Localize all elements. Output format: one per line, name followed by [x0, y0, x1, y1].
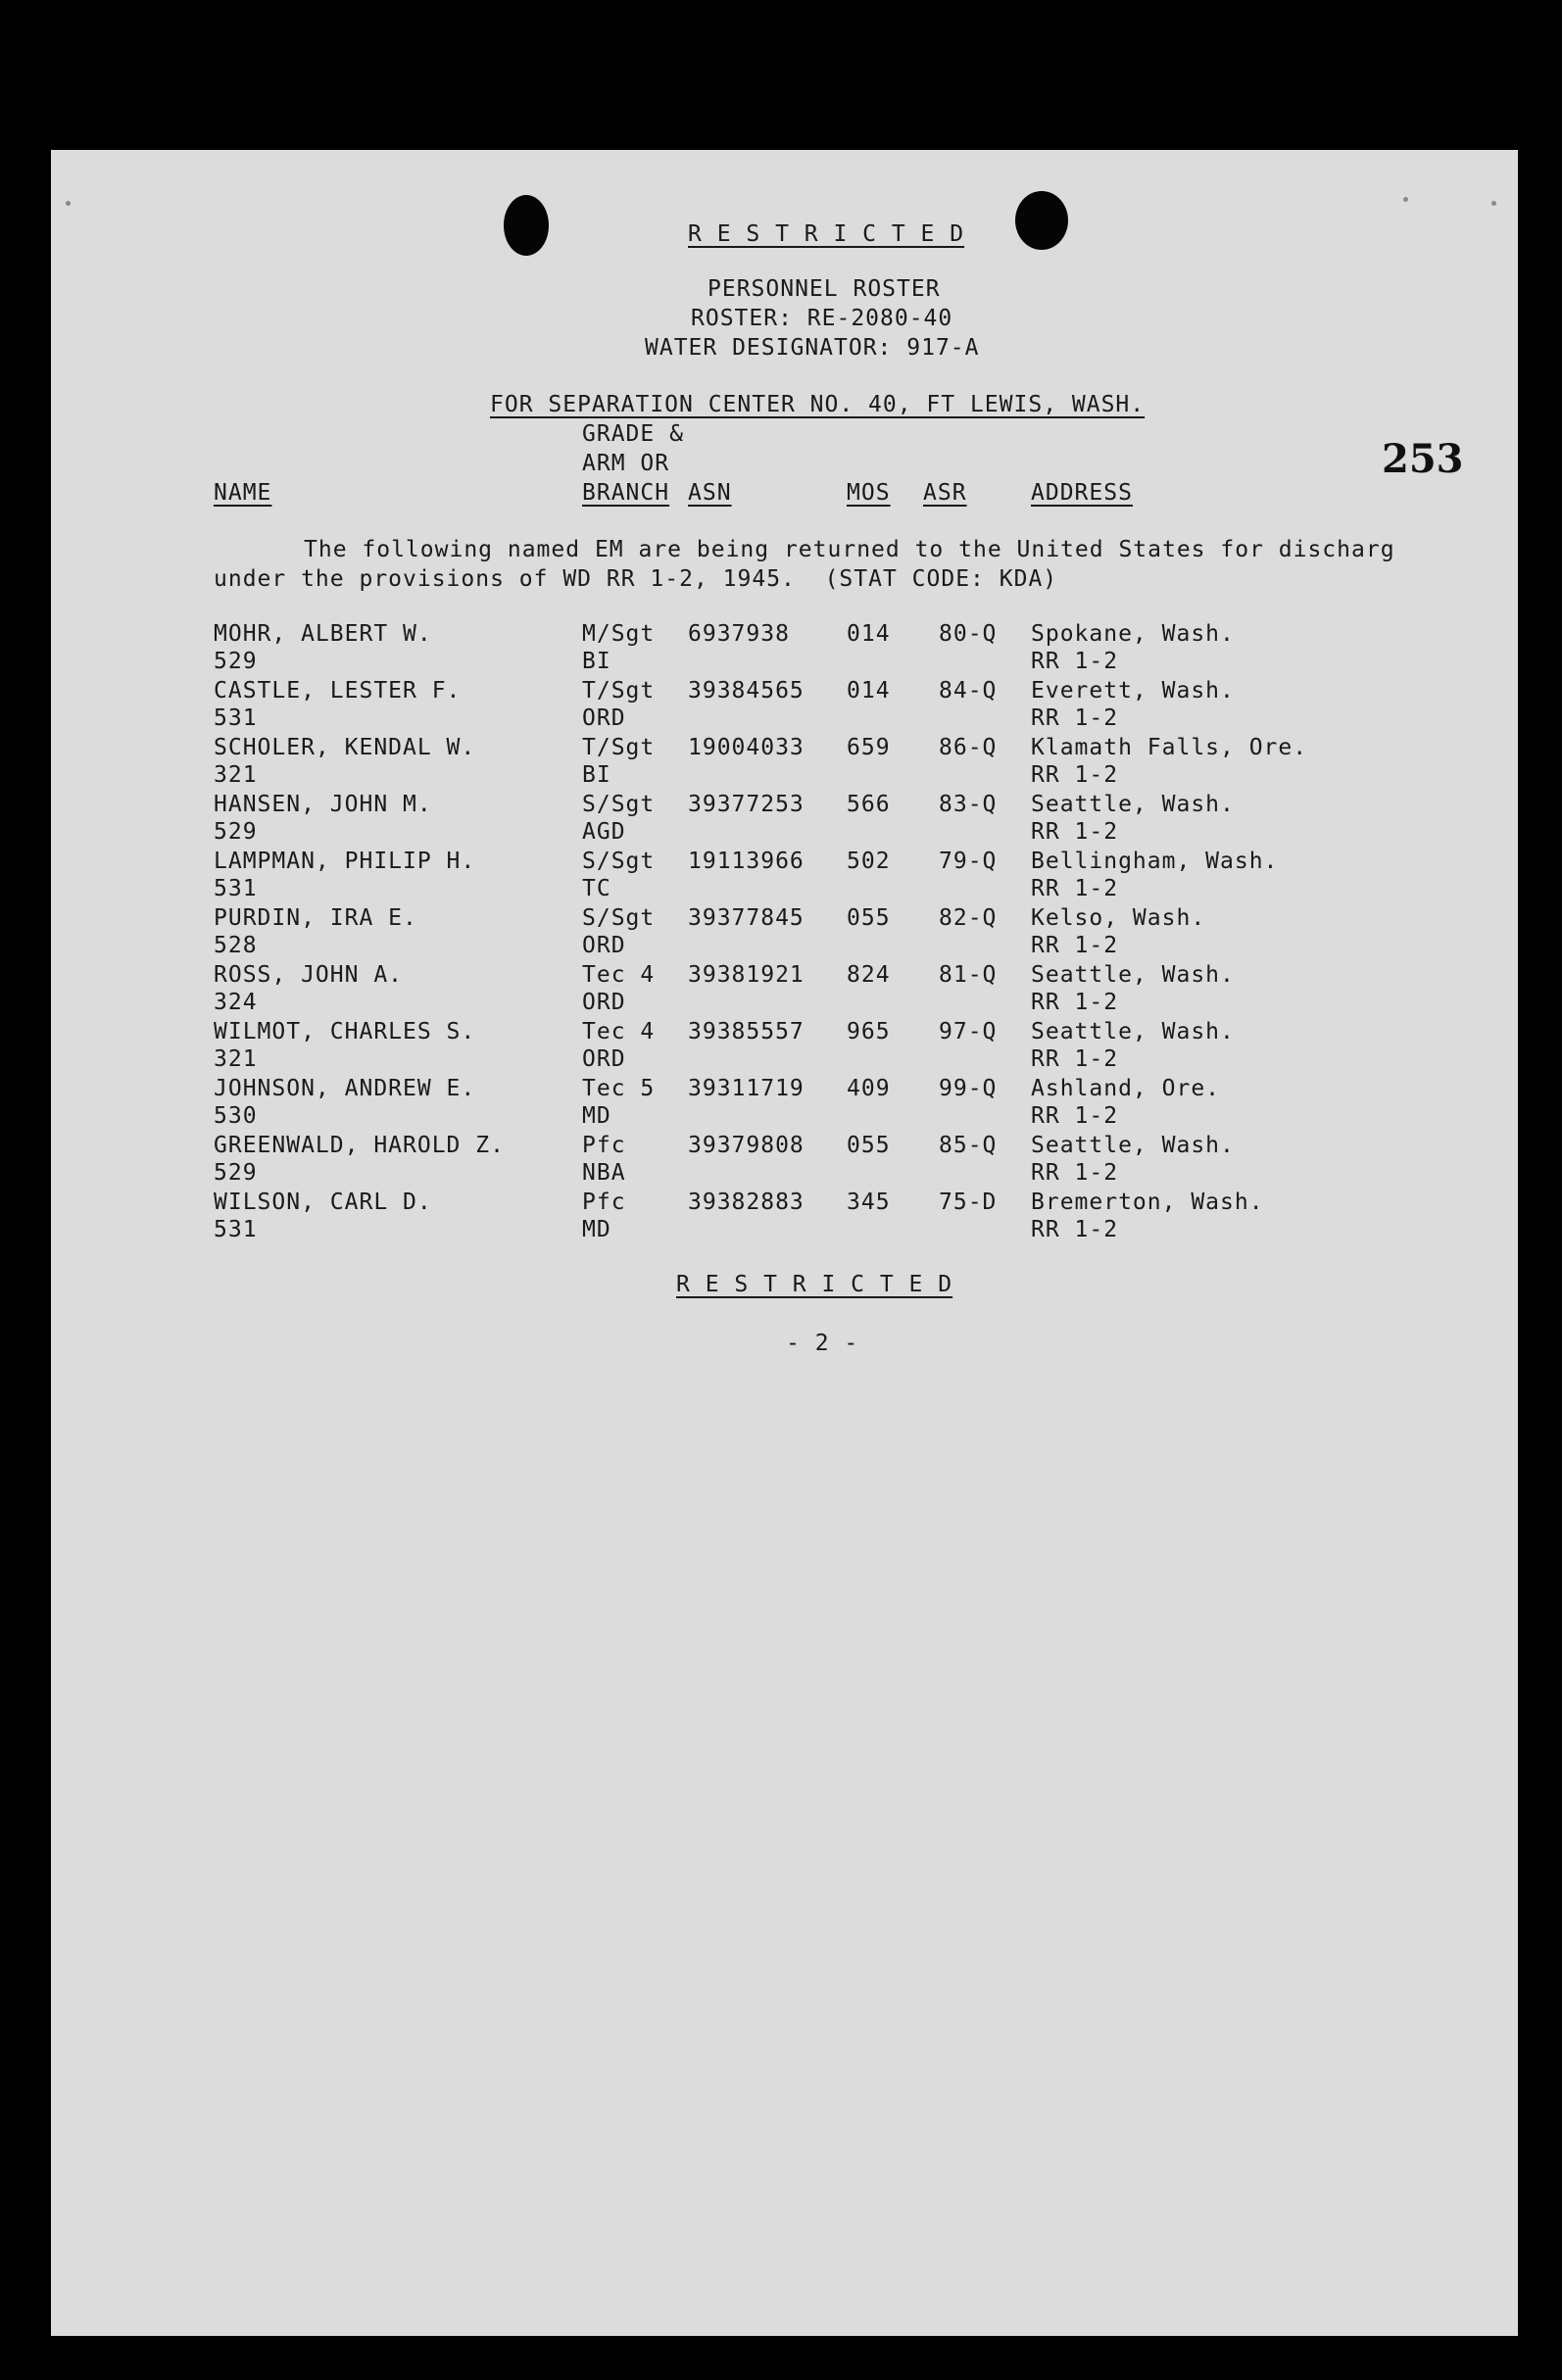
row-grade: M/Sgt [582, 621, 656, 647]
row-branch: TC [582, 876, 611, 901]
row-branch: NBA [582, 1160, 626, 1186]
row-mos: 659 [847, 735, 891, 760]
separation-center: FOR SEPARATION CENTER NO. 40, FT LEWIS, WASH. [490, 392, 1146, 417]
row-rr: RR 1-2 [1031, 1046, 1119, 1072]
page-stamp: 253 [1382, 436, 1464, 482]
row-rr: RR 1-2 [1031, 933, 1119, 958]
row-mos: 824 [847, 962, 891, 988]
col-asr: ASR [923, 480, 967, 506]
col-address: ADDRESS [1031, 480, 1133, 506]
row-grade: Tec 4 [582, 962, 656, 988]
row-name: CASTLE, LESTER F. [214, 678, 462, 704]
row-name: JOHNSON, ANDREW E. [214, 1076, 476, 1101]
row-branch: ORD [582, 933, 626, 958]
row-branch: MD [582, 1103, 611, 1129]
row-address: Seattle, Wash. [1031, 792, 1235, 817]
classification-bottom: R E S T R I C T E D [676, 1272, 953, 1297]
row-asn: 39377253 [688, 792, 805, 817]
row-code: 529 [214, 819, 258, 845]
row-rr: RR 1-2 [1031, 762, 1119, 788]
page-number: - 2 - [786, 1331, 859, 1356]
row-rr: RR 1-2 [1031, 1103, 1119, 1129]
row-grade: Pfc [582, 1133, 626, 1158]
specks [66, 201, 71, 206]
row-asr: 75-D [939, 1190, 998, 1215]
row-rr: RR 1-2 [1031, 649, 1119, 674]
row-name: WILSON, CARL D. [214, 1190, 432, 1215]
roster-number: ROSTER: RE-2080-40 [691, 306, 953, 331]
row-mos: 014 [847, 678, 891, 704]
row-asr: 85-Q [939, 1133, 998, 1158]
row-rr: RR 1-2 [1031, 990, 1119, 1015]
row-name: ROSS, JOHN A. [214, 962, 404, 988]
row-asr: 97-Q [939, 1019, 998, 1044]
row-grade: Pfc [582, 1190, 626, 1215]
row-branch: BI [582, 762, 611, 788]
row-mos: 055 [847, 905, 891, 931]
row-asn: 19113966 [688, 849, 805, 874]
row-asr: 84-Q [939, 678, 998, 704]
row-grade: T/Sgt [582, 735, 656, 760]
row-code: 529 [214, 649, 258, 674]
row-code: 529 [214, 1160, 258, 1186]
row-code: 531 [214, 876, 258, 901]
specks [1403, 197, 1408, 202]
row-address: Ashland, Ore. [1031, 1076, 1221, 1101]
row-name: HANSEN, JOHN M. [214, 792, 432, 817]
row-asn: 6937938 [688, 621, 790, 647]
row-mos: 409 [847, 1076, 891, 1101]
row-grade: T/Sgt [582, 678, 656, 704]
intro-line-1: The following named EM are being returned to the United States for discharg [304, 537, 1395, 562]
row-rr: RR 1-2 [1031, 1217, 1119, 1242]
row-branch: ORD [582, 1046, 626, 1072]
row-mos: 014 [847, 621, 891, 647]
col-grade-line2: ARM OR [582, 451, 670, 476]
row-address: Klamath Falls, Ore. [1031, 735, 1308, 760]
row-asn: 39382883 [688, 1190, 805, 1215]
row-address: Seattle, Wash. [1031, 962, 1235, 988]
punch-hole-left [504, 195, 549, 256]
row-name: GREENWALD, HAROLD Z. [214, 1133, 505, 1158]
row-grade: S/Sgt [582, 849, 656, 874]
title-personnel-roster: PERSONNEL ROSTER [708, 276, 941, 302]
punch-hole-right [1015, 191, 1068, 250]
row-code: 321 [214, 1046, 258, 1072]
row-code: 321 [214, 762, 258, 788]
row-address: Seattle, Wash. [1031, 1133, 1235, 1158]
row-asr: 83-Q [939, 792, 998, 817]
col-asn: ASN [688, 480, 732, 506]
col-grade-line1: GRADE & [582, 421, 684, 447]
row-asr: 81-Q [939, 962, 998, 988]
row-branch: AGD [582, 819, 626, 845]
row-address: Spokane, Wash. [1031, 621, 1235, 647]
col-branch: BRANCH [582, 480, 670, 506]
row-code: 531 [214, 705, 258, 731]
row-asn: 19004033 [688, 735, 805, 760]
row-mos: 345 [847, 1190, 891, 1215]
classification-top: R E S T R I C T E D [688, 221, 965, 247]
row-branch: ORD [582, 990, 626, 1015]
row-grade: Tec 5 [582, 1076, 656, 1101]
row-branch: ORD [582, 705, 626, 731]
row-asr: 82-Q [939, 905, 998, 931]
row-mos: 965 [847, 1019, 891, 1044]
row-name: LAMPMAN, PHILIP H. [214, 849, 476, 874]
row-grade: S/Sgt [582, 905, 656, 931]
row-code: 531 [214, 1217, 258, 1242]
water-designator: WATER DESIGNATOR: 917-A [645, 335, 980, 361]
row-grade: S/Sgt [582, 792, 656, 817]
row-name: SCHOLER, KENDAL W. [214, 735, 476, 760]
row-asn: 39385557 [688, 1019, 805, 1044]
row-branch: MD [582, 1217, 611, 1242]
row-code: 528 [214, 933, 258, 958]
row-address: Everett, Wash. [1031, 678, 1235, 704]
col-mos: MOS [847, 480, 891, 506]
row-code: 324 [214, 990, 258, 1015]
row-asr: 79-Q [939, 849, 998, 874]
row-rr: RR 1-2 [1031, 705, 1119, 731]
row-name: MOHR, ALBERT W. [214, 621, 432, 647]
intro-line-2: under the provisions of WD RR 1-2, 1945. (STAT CODE: KDA) [214, 566, 1058, 592]
row-mos: 502 [847, 849, 891, 874]
row-address: Seattle, Wash. [1031, 1019, 1235, 1044]
document-page [51, 150, 1518, 2336]
row-code: 530 [214, 1103, 258, 1129]
row-asn: 39311719 [688, 1076, 805, 1101]
col-name: NAME [214, 480, 272, 506]
row-mos: 566 [847, 792, 891, 817]
row-asr: 80-Q [939, 621, 998, 647]
row-asr: 86-Q [939, 735, 998, 760]
row-asr: 99-Q [939, 1076, 998, 1101]
row-branch: BI [582, 649, 611, 674]
row-mos: 055 [847, 1133, 891, 1158]
row-asn: 39384565 [688, 678, 805, 704]
row-asn: 39379808 [688, 1133, 805, 1158]
row-name: WILMOT, CHARLES S. [214, 1019, 476, 1044]
row-asn: 39381921 [688, 962, 805, 988]
specks [1491, 201, 1496, 206]
row-address: Bellingham, Wash. [1031, 849, 1279, 874]
row-name: PURDIN, IRA E. [214, 905, 417, 931]
row-asn: 39377845 [688, 905, 805, 931]
row-rr: RR 1-2 [1031, 876, 1119, 901]
row-address: Bremerton, Wash. [1031, 1190, 1264, 1215]
row-grade: Tec 4 [582, 1019, 656, 1044]
row-rr: RR 1-2 [1031, 819, 1119, 845]
row-rr: RR 1-2 [1031, 1160, 1119, 1186]
row-address: Kelso, Wash. [1031, 905, 1206, 931]
